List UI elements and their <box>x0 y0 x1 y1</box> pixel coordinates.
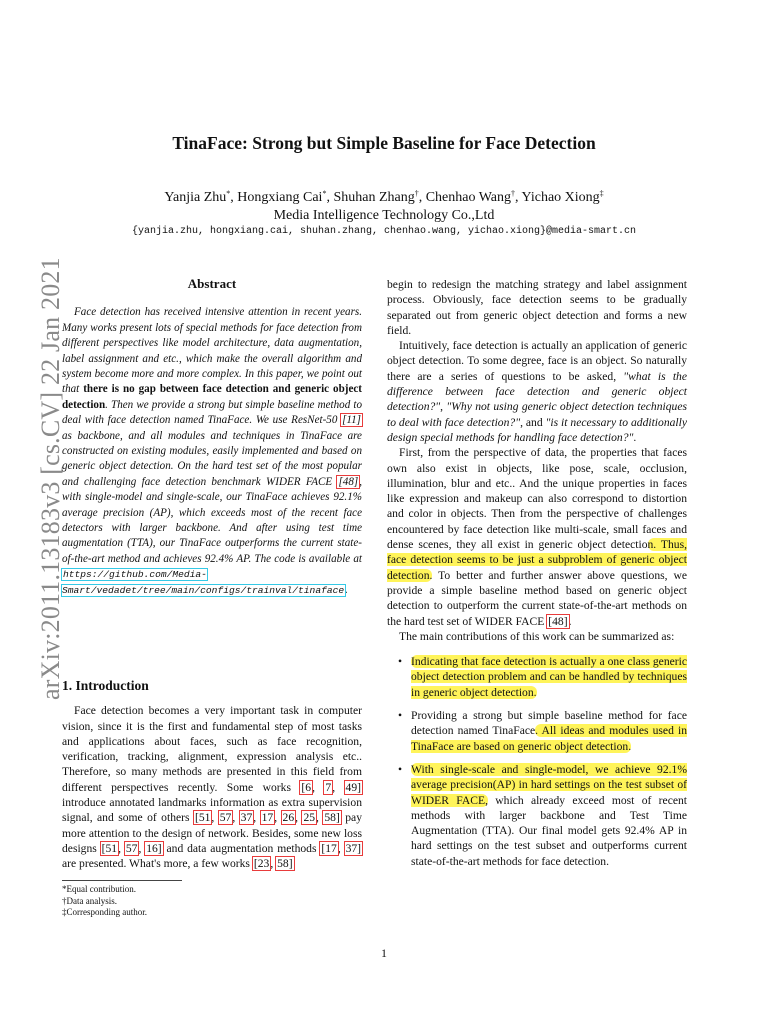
footnote-rule <box>62 880 182 881</box>
author-mark: * <box>226 189 231 198</box>
body-paragraph: begin to redesign the matching strategy and label assignment process. Obviously, face detection seems to be gradually separated out from generic object detection and forms a new field. <box>387 278 687 337</box>
paper-title: TinaFace: Strong but Simple Baseline for Face Detection <box>172 133 596 153</box>
author-name: Shuhan Zhang <box>333 190 415 205</box>
citation-link[interactable]: 26 <box>282 811 295 825</box>
citation-link[interactable]: [48] <box>338 475 359 488</box>
author-name: Chenhao Wang <box>425 190 512 205</box>
intro-paragraph: Face detection becomes a very important task in computer vision, since it is the first and fundamental step of most tasks and applications about faces, such as face recognition, verification, tracking, alignment, expression analysis etc.. Therefore, so many methods are presented in this field from different perspectives recently. Some works [6, 7, 49] introduce annotated landmarks information as extra supervision signal, and some of others [51, 57, 37, 17, 26, 25, 58] pay more attention to the design of network. Besides, some new loss designs [51, 57, 16] and data augmentation methods [17, 37] are presented. What's more, a few works [23, 58] <box>62 704 362 871</box>
abstract-claim: there is no gap between face detection and generic object detection <box>62 383 362 411</box>
author-block <box>0 185 768 225</box>
author-mark: † <box>414 189 419 198</box>
citation-link[interactable]: 57 <box>125 841 138 855</box>
citation-link[interactable]: [51 <box>194 811 211 825</box>
footnotes <box>62 880 362 919</box>
author-name: Yichao Xiong <box>521 190 600 205</box>
contributions-list <box>387 654 687 869</box>
abstract-text: Face detection has received intensive attention in recent years. Many works present lots of special methods for face detection from different perspectives like model architecture, data augmentation, label assignment and etc., which make the overall algorithm and system become more and more complex. In this paper, we point out that there is no gap between face detection and generic object detection. Then we provide a strong but simple baseline method to deal with face detection named TinaFace. We use ResNet-50 [11] as backbone, and all modules and techniques in TinaFace are constructed on existing modules, easily implemented and based on generic object detection. On the hard test set of the most popular and challenging face detection benchmark WIDER FACE [48], with single-model and single-scale, our TinaFace achieves 92.1% average precision (AP), which exceeds most of the recent face detectors with larger backbone. And after using test time augmentation (TTA), our TinaFace outperforms the current state-of-the-art method and achieves 92.4% AP. The code is available at https://github.com/Media-Smart/vedadet/tree/main/configs/trainval/tinaface. <box>62 306 362 596</box>
author-mark: * <box>322 189 327 198</box>
highlight-mark: . All ideas and modules used in TinaFace are based on generic object detection. <box>411 724 687 753</box>
citation-link[interactable]: [48] <box>548 614 568 628</box>
highlight-mark: With single-scale and single-model, we achieve 92.1% average precision(AP) in hard settings on the test subset of WIDER FACE, <box>411 762 687 807</box>
citation-link[interactable]: [23 <box>253 857 270 871</box>
section-heading-introduction: 1. Introduction <box>62 678 149 693</box>
question-quote: "is it necessary to additionally design special methods for handling face detection?" <box>387 415 688 444</box>
highlight-mark: Indicating that face detection is actually a one class generic object detection problem and can be handled by techniques in generic object detection. <box>411 655 687 699</box>
citation-link[interactable]: 58] <box>324 811 340 825</box>
citation-link[interactable]: [6 <box>301 780 312 794</box>
footnote: †Data analysis. <box>62 895 117 906</box>
author-names: Yanjia Zhu*, Hongxiang Cai*, Shuhan Zhang†, Chenhao Wang†, Yichao Xiong‡ <box>164 189 604 205</box>
left-column <box>62 276 362 598</box>
author-name: Hongxiang Cai <box>237 190 323 205</box>
affiliation: Media Intelligence Technology Co.,Ltd <box>273 208 495 223</box>
question-quote: "what is the difference between face detection and generic object detection?" <box>387 369 687 414</box>
citation-link[interactable]: 49] <box>345 780 362 794</box>
citation-link[interactable]: [51 <box>101 841 118 855</box>
body-paragraph: First, from the perspective of data, the properties that faces own also exist in objects, like pose, scale, occlusion, illumination, blur and etc.. And the unique properties in faces like expression and makeup can also correspond to distortion and color in objects. Then from the perspective of challenges encountered by face detection like multi-scale, small faces and dense scenes, they all exist in generic object detection. Thus, face detection seems to be just a subproblem of generic object detection. To better and further answer above questions, we provide a simple baseline method based on generic object detection to outperform the current state-of-the-art methods on the hard test set of WIDER FACE [48]. <box>387 446 687 628</box>
abstract-heading: Abstract <box>187 276 237 291</box>
body-paragraph: The main contributions of this work can be summarized as: <box>399 629 675 643</box>
question-quote: "Why not using generic object detection techniques to deal with face detection?" <box>387 400 687 429</box>
citation-link[interactable]: 17 <box>261 811 274 825</box>
list-item: • With single-scale and single-model, we achieve 92.1% average precision(AP) in hard settings on the test subset of WIDER FACE, which already exceed most of recent methods with larger backbone and Test Time Augmentation (TTA). Our final model gets 92.4% AP in hard settings on the test subset and outperforms current state-of-the-art methods for face detection. <box>411 762 687 869</box>
code-url-link[interactable]: https://github.com/Media-Smart/vedadet/tree/main/configs/trainval/tinaface <box>62 569 345 596</box>
citation-link[interactable]: 25 <box>303 811 316 825</box>
citation-link[interactable]: 37] <box>345 841 362 855</box>
footnote: ‡Corresponding author. <box>62 907 147 917</box>
body-paragraph: Intuitively, face detection is actually an application of generic object detection. To some degree, face is an object. So naturally there are a series of questions to be asked, "what is the difference between face detection and generic object detection?", "Why not using generic object detection techniques to deal with face detection?", and "is it necessary to additionally design special methods for handling face detection?". <box>387 339 688 444</box>
citation-link[interactable]: 7 <box>325 780 332 794</box>
citation-link[interactable]: 37 <box>240 811 253 825</box>
arxiv-stamp: arXiv:2011.13183v3 [cs.CV] 22 Jan 2021 <box>36 257 65 700</box>
citation-link[interactable]: 57 <box>219 811 232 825</box>
highlight-mark: n. Thus, face detection seems to be just a subproblem of generic object detection. <box>387 538 687 582</box>
citation-link[interactable]: [17 <box>321 841 337 855</box>
author-mark: ‡ <box>599 189 604 198</box>
author-mark: † <box>511 189 516 198</box>
footnote: *Equal contribution. <box>62 884 136 894</box>
right-column <box>387 277 687 877</box>
author-name: Yanjia Zhu <box>164 190 227 205</box>
list-item <box>411 654 687 700</box>
citation-link[interactable]: 58] <box>277 857 293 871</box>
intro-section <box>62 678 362 872</box>
citation-link[interactable]: 16] <box>146 841 162 855</box>
page-number: 1 <box>381 946 387 960</box>
author-emails: {yanjia.zhu, hongxiang.cai, shuhan.zhang, chenhao.wang, yichao.xiong}@media-smart.cn <box>131 226 637 237</box>
citation-link[interactable]: [11] <box>342 414 361 427</box>
list-item: • Providing a strong but simple baseline method for face detection named TinaFace. All ideas and modules used in TinaFace are based on generic object detection. <box>411 708 687 754</box>
